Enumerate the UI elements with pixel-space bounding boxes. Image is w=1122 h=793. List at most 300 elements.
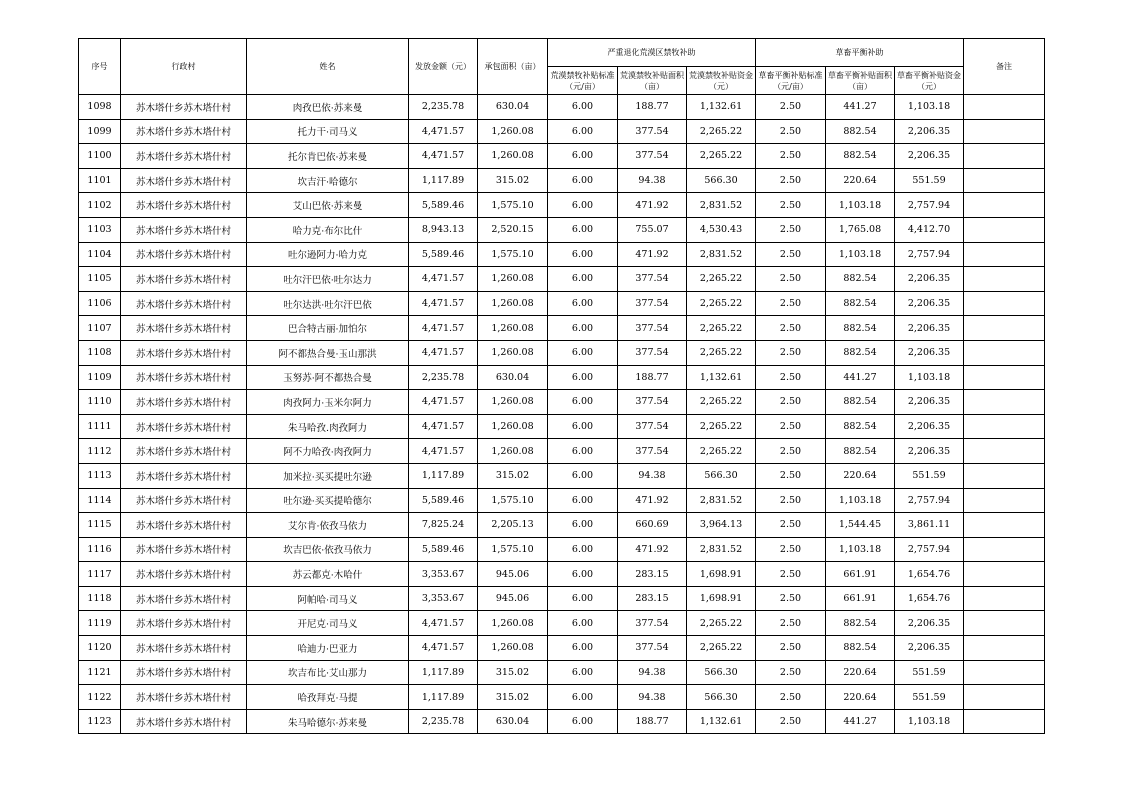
remark-cell [964,291,1045,316]
desert-area-cell: 94.38 [618,660,687,685]
grass-std-cell: 2.50 [756,439,826,464]
header-area: 承包面积（亩） [478,39,548,95]
desert-area-cell: 471.92 [618,488,687,513]
name-cell: 哈孜拜克·马提 [247,685,409,710]
village-cell: 苏木塔什乡苏木塔什村 [121,562,247,587]
desert-money-cell: 1,132.61 [687,95,756,120]
table-row [79,267,1045,292]
village-cell: 苏木塔什乡苏木塔什村 [121,685,247,710]
header-name: 姓名 [247,39,409,95]
name-cell: 开尼克·司马义 [247,611,409,636]
table-row [79,340,1045,365]
subsidy-table [78,38,1045,734]
name-cell: 朱马哈德尔·苏来曼 [247,709,409,734]
desert-money-cell: 2,265.22 [687,340,756,365]
desert-money-cell: 2,265.22 [687,316,756,341]
grass-std-cell: 2.50 [756,95,826,120]
area-cell: 1,260.08 [478,316,548,341]
area-cell: 945.06 [478,562,548,587]
desert-std-cell: 6.00 [548,144,618,169]
desert-area-cell: 377.54 [618,340,687,365]
seq-cell: 1106 [79,291,121,316]
remark-cell [964,463,1045,488]
grass-area-cell: 441.27 [826,709,895,734]
seq-cell: 1109 [79,365,121,390]
grass-money-cell: 2,206.35 [895,316,964,341]
table-row [79,144,1045,169]
area-cell: 1,260.08 [478,390,548,415]
name-cell: 苏云都克·木哈什 [247,562,409,587]
grass-money-cell: 551.59 [895,660,964,685]
desert-std-cell: 6.00 [548,168,618,193]
seq-cell: 1116 [79,537,121,562]
grass-area-cell: 882.54 [826,267,895,292]
desert-area-cell: 377.54 [618,611,687,636]
amount-cell: 4,471.57 [409,390,478,415]
village-cell: 苏木塔什乡苏木塔什村 [121,439,247,464]
village-cell: 苏木塔什乡苏木塔什村 [121,95,247,120]
desert-money-cell: 566.30 [687,168,756,193]
village-cell: 苏木塔什乡苏木塔什村 [121,119,247,144]
table-row [79,611,1045,636]
desert-area-cell: 94.38 [618,168,687,193]
desert-area-cell: 471.92 [618,242,687,267]
area-cell: 2,520.15 [478,217,548,242]
name-cell: 吐尔逊阿力·哈力克 [247,242,409,267]
grass-std-cell: 2.50 [756,709,826,734]
remark-cell [964,660,1045,685]
amount-cell: 5,589.46 [409,193,478,218]
amount-cell: 4,471.57 [409,316,478,341]
grass-area-cell: 220.64 [826,168,895,193]
table-row [79,660,1045,685]
header-seq: 序号 [79,39,121,95]
amount-cell: 8,943.13 [409,217,478,242]
grass-area-cell: 220.64 [826,463,895,488]
remark-cell [964,611,1045,636]
grass-area-cell: 1,103.18 [826,242,895,267]
desert-std-cell: 6.00 [548,291,618,316]
table-row [79,316,1045,341]
seq-cell: 1111 [79,414,121,439]
area-cell: 1,260.08 [478,144,548,169]
grass-money-cell: 2,206.35 [895,636,964,661]
grass-std-cell: 2.50 [756,586,826,611]
grass-money-cell: 2,206.35 [895,414,964,439]
area-cell: 1,260.08 [478,611,548,636]
remark-cell [964,267,1045,292]
remark-cell [964,316,1045,341]
table-row [79,119,1045,144]
grass-money-cell: 551.59 [895,463,964,488]
remark-cell [964,636,1045,661]
name-cell: 玉努苏·阿不都热合曼 [247,365,409,390]
desert-area-cell: 283.15 [618,562,687,587]
desert-area-cell: 755.07 [618,217,687,242]
desert-money-cell: 2,831.52 [687,537,756,562]
desert-area-cell: 471.92 [618,537,687,562]
area-cell: 1,260.08 [478,340,548,365]
seq-cell: 1103 [79,217,121,242]
desert-std-cell: 6.00 [548,660,618,685]
village-cell: 苏木塔什乡苏木塔什村 [121,144,247,169]
desert-std-cell: 6.00 [548,439,618,464]
amount-cell: 3,353.67 [409,562,478,587]
village-cell: 苏木塔什乡苏木塔什村 [121,390,247,415]
desert-money-cell: 2,265.22 [687,439,756,464]
desert-std-cell: 6.00 [548,340,618,365]
desert-area-cell: 377.54 [618,316,687,341]
table-row [79,193,1045,218]
amount-cell: 4,471.57 [409,144,478,169]
grass-area-cell: 661.91 [826,586,895,611]
header-desert-money: 荒漠禁牧补贴资金（元） [687,67,756,95]
amount-cell: 1,117.89 [409,168,478,193]
amount-cell: 4,471.57 [409,340,478,365]
seq-cell: 1110 [79,390,121,415]
desert-area-cell: 471.92 [618,193,687,218]
seq-cell: 1114 [79,488,121,513]
seq-cell: 1105 [79,267,121,292]
seq-cell: 1108 [79,340,121,365]
remark-cell [964,168,1045,193]
seq-cell: 1101 [79,168,121,193]
table-row [79,439,1045,464]
grass-money-cell: 1,654.76 [895,586,964,611]
grass-std-cell: 2.50 [756,291,826,316]
amount-cell: 2,235.78 [409,95,478,120]
desert-money-cell: 4,530.43 [687,217,756,242]
seq-cell: 1122 [79,685,121,710]
grass-area-cell: 882.54 [826,316,895,341]
amount-cell: 1,117.89 [409,660,478,685]
amount-cell: 1,117.89 [409,685,478,710]
village-cell: 苏木塔什乡苏木塔什村 [121,291,247,316]
name-cell: 吐尔汗巴依·吐尔达力 [247,267,409,292]
amount-cell: 3,353.67 [409,586,478,611]
desert-money-cell: 2,831.52 [687,242,756,267]
grass-area-cell: 1,103.18 [826,537,895,562]
grass-area-cell: 1,103.18 [826,488,895,513]
area-cell: 1,260.08 [478,291,548,316]
village-cell: 苏木塔什乡苏木塔什村 [121,316,247,341]
village-cell: 苏木塔什乡苏木塔什村 [121,513,247,538]
table-row [79,365,1045,390]
remark-cell [964,340,1045,365]
desert-std-cell: 6.00 [548,267,618,292]
amount-cell: 2,235.78 [409,365,478,390]
desert-area-cell: 94.38 [618,685,687,710]
seq-cell: 1119 [79,611,121,636]
desert-std-cell: 6.00 [548,709,618,734]
seq-cell: 1099 [79,119,121,144]
desert-std-cell: 6.00 [548,611,618,636]
seq-cell: 1120 [79,636,121,661]
desert-money-cell: 3,964.13 [687,513,756,538]
desert-area-cell: 188.77 [618,365,687,390]
grass-std-cell: 2.50 [756,365,826,390]
remark-cell [964,562,1045,587]
desert-money-cell: 566.30 [687,463,756,488]
desert-money-cell: 2,265.22 [687,611,756,636]
grass-money-cell: 2,206.35 [895,390,964,415]
grass-money-cell: 1,654.76 [895,562,964,587]
desert-std-cell: 6.00 [548,193,618,218]
table-row [79,414,1045,439]
area-cell: 1,260.08 [478,267,548,292]
area-cell: 315.02 [478,660,548,685]
amount-cell: 7,825.24 [409,513,478,538]
amount-cell: 4,471.57 [409,439,478,464]
grass-std-cell: 2.50 [756,537,826,562]
desert-money-cell: 2,265.22 [687,267,756,292]
name-cell: 哈力克·布尔比什 [247,217,409,242]
village-cell: 苏木塔什乡苏木塔什村 [121,488,247,513]
grass-money-cell: 2,206.35 [895,439,964,464]
desert-area-cell: 377.54 [618,414,687,439]
seq-cell: 1112 [79,439,121,464]
grass-area-cell: 882.54 [826,390,895,415]
area-cell: 1,575.10 [478,242,548,267]
remark-cell [964,95,1045,120]
desert-area-cell: 377.54 [618,439,687,464]
seq-cell: 1102 [79,193,121,218]
table-row [79,562,1045,587]
remark-cell [964,144,1045,169]
amount-cell: 4,471.57 [409,611,478,636]
amount-cell: 5,589.46 [409,242,478,267]
grass-money-cell: 1,103.18 [895,709,964,734]
grass-std-cell: 2.50 [756,562,826,587]
area-cell: 315.02 [478,463,548,488]
area-cell: 945.06 [478,586,548,611]
name-cell: 吐尔逊·买买提哈德尔 [247,488,409,513]
grass-std-cell: 2.50 [756,217,826,242]
header-village: 行政村 [121,39,247,95]
remark-cell [964,685,1045,710]
seq-cell: 1115 [79,513,121,538]
name-cell: 托尔肯巴依·苏来曼 [247,144,409,169]
remark-cell [964,119,1045,144]
grass-area-cell: 1,765.08 [826,217,895,242]
table-row [79,513,1045,538]
desert-money-cell: 2,831.52 [687,488,756,513]
header-desert-area: 荒漠禁牧补贴面积（亩） [618,67,687,95]
grass-area-cell: 882.54 [826,636,895,661]
grass-money-cell: 2,757.94 [895,537,964,562]
grass-area-cell: 882.54 [826,340,895,365]
desert-std-cell: 6.00 [548,316,618,341]
area-cell: 1,260.08 [478,439,548,464]
area-cell: 315.02 [478,168,548,193]
header-remark: 备注 [964,39,1045,95]
grass-area-cell: 882.54 [826,144,895,169]
grass-std-cell: 2.50 [756,390,826,415]
grass-std-cell: 2.50 [756,316,826,341]
desert-std-cell: 6.00 [548,95,618,120]
header-grass-std: 草畜平衡补贴标准（元/亩） [756,67,826,95]
grass-std-cell: 2.50 [756,193,826,218]
area-cell: 1,260.08 [478,636,548,661]
name-cell: 肉孜巴依·苏来曼 [247,95,409,120]
village-cell: 苏木塔什乡苏木塔什村 [121,168,247,193]
seq-cell: 1113 [79,463,121,488]
seq-cell: 1118 [79,586,121,611]
village-cell: 苏木塔什乡苏木塔什村 [121,709,247,734]
desert-area-cell: 377.54 [618,636,687,661]
desert-money-cell: 566.30 [687,660,756,685]
grass-money-cell: 2,206.35 [895,144,964,169]
seq-cell: 1117 [79,562,121,587]
area-cell: 1,575.10 [478,193,548,218]
grass-std-cell: 2.50 [756,611,826,636]
grass-money-cell: 3,861.11 [895,513,964,538]
desert-money-cell: 1,698.91 [687,586,756,611]
desert-area-cell: 94.38 [618,463,687,488]
remark-cell [964,488,1045,513]
name-cell: 吐尔达洪·吐尔汗巴依 [247,291,409,316]
desert-std-cell: 6.00 [548,390,618,415]
grass-std-cell: 2.50 [756,660,826,685]
table-row [79,291,1045,316]
desert-area-cell: 188.77 [618,95,687,120]
desert-std-cell: 6.00 [548,685,618,710]
desert-area-cell: 377.54 [618,144,687,169]
area-cell: 2,205.13 [478,513,548,538]
seq-cell: 1104 [79,242,121,267]
amount-cell: 4,471.57 [409,267,478,292]
remark-cell [964,365,1045,390]
desert-area-cell: 660.69 [618,513,687,538]
name-cell: 阿帕哈·司马义 [247,586,409,611]
remark-cell [964,439,1045,464]
desert-std-cell: 6.00 [548,562,618,587]
grass-std-cell: 2.50 [756,242,826,267]
grass-money-cell: 1,103.18 [895,365,964,390]
village-cell: 苏木塔什乡苏木塔什村 [121,267,247,292]
desert-money-cell: 2,265.22 [687,414,756,439]
grass-area-cell: 882.54 [826,291,895,316]
seq-cell: 1121 [79,660,121,685]
desert-money-cell: 2,265.22 [687,636,756,661]
desert-money-cell: 1,132.61 [687,709,756,734]
table-row [79,709,1045,734]
desert-money-cell: 2,265.22 [687,291,756,316]
area-cell: 1,575.10 [478,537,548,562]
village-cell: 苏木塔什乡苏木塔什村 [121,217,247,242]
table-row [79,95,1045,120]
name-cell: 肉孜阿力·玉米尔阿力 [247,390,409,415]
remark-cell [964,390,1045,415]
name-cell: 加米拉·买买提吐尔逊 [247,463,409,488]
desert-area-cell: 377.54 [618,390,687,415]
name-cell: 朱马哈孜.肉孜阿力 [247,414,409,439]
grass-area-cell: 661.91 [826,562,895,587]
seq-cell: 1123 [79,709,121,734]
name-cell: 坎吉布比·艾山那力 [247,660,409,685]
village-cell: 苏木塔什乡苏木塔什村 [121,242,247,267]
name-cell: 哈迪力·巴亚力 [247,636,409,661]
seq-cell: 1100 [79,144,121,169]
amount-cell: 4,471.57 [409,119,478,144]
amount-cell: 4,471.57 [409,414,478,439]
name-cell: 阿不都热合曼·玉山那洪 [247,340,409,365]
grass-std-cell: 2.50 [756,463,826,488]
grass-std-cell: 2.50 [756,685,826,710]
desert-std-cell: 6.00 [548,119,618,144]
table-row [79,537,1045,562]
remark-cell [964,414,1045,439]
amount-cell: 4,471.57 [409,636,478,661]
desert-std-cell: 6.00 [548,365,618,390]
village-cell: 苏木塔什乡苏木塔什村 [121,193,247,218]
grass-money-cell: 2,757.94 [895,193,964,218]
desert-std-cell: 6.00 [548,636,618,661]
table-row [79,390,1045,415]
area-cell: 1,260.08 [478,119,548,144]
grass-area-cell: 882.54 [826,611,895,636]
desert-std-cell: 6.00 [548,537,618,562]
table-row [79,168,1045,193]
desert-money-cell: 2,265.22 [687,390,756,415]
grass-money-cell: 2,206.35 [895,267,964,292]
grass-money-cell: 4,412.70 [895,217,964,242]
grass-std-cell: 2.50 [756,168,826,193]
seq-cell: 1107 [79,316,121,341]
name-cell: 阿不力哈孜·肉孜阿力 [247,439,409,464]
name-cell: 坎吉巴依·依孜马依力 [247,537,409,562]
desert-std-cell: 6.00 [548,242,618,267]
name-cell: 艾尔肯·依孜马依力 [247,513,409,538]
name-cell: 巴合特古丽·加怕尔 [247,316,409,341]
grass-std-cell: 2.50 [756,267,826,292]
remark-cell [964,193,1045,218]
grass-area-cell: 441.27 [826,95,895,120]
amount-cell: 5,589.46 [409,537,478,562]
grass-money-cell: 2,206.35 [895,119,964,144]
grass-area-cell: 1,103.18 [826,193,895,218]
grass-area-cell: 220.64 [826,660,895,685]
grass-money-cell: 1,103.18 [895,95,964,120]
header-grass-group: 草畜平衡补助 [756,39,964,67]
area-cell: 630.04 [478,709,548,734]
header-desert-group: 严重退化荒漠区禁牧补助 [548,39,756,67]
desert-area-cell: 188.77 [618,709,687,734]
table-body [79,95,1045,734]
desert-money-cell: 2,265.22 [687,144,756,169]
desert-std-cell: 6.00 [548,217,618,242]
header-grass-money: 草畜平衡补贴资金（元） [895,67,964,95]
amount-cell: 5,589.46 [409,488,478,513]
village-cell: 苏木塔什乡苏木塔什村 [121,611,247,636]
grass-money-cell: 2,206.35 [895,340,964,365]
table-row [79,586,1045,611]
grass-area-cell: 1,544.45 [826,513,895,538]
village-cell: 苏木塔什乡苏木塔什村 [121,537,247,562]
desert-money-cell: 1,132.61 [687,365,756,390]
table-row [79,685,1045,710]
amount-cell: 1,117.89 [409,463,478,488]
remark-cell [964,513,1045,538]
grass-money-cell: 2,206.35 [895,291,964,316]
desert-area-cell: 283.15 [618,586,687,611]
grass-money-cell: 2,757.94 [895,242,964,267]
village-cell: 苏木塔什乡苏木塔什村 [121,586,247,611]
desert-std-cell: 6.00 [548,513,618,538]
grass-money-cell: 551.59 [895,168,964,193]
table-row [79,463,1045,488]
seq-cell: 1098 [79,95,121,120]
